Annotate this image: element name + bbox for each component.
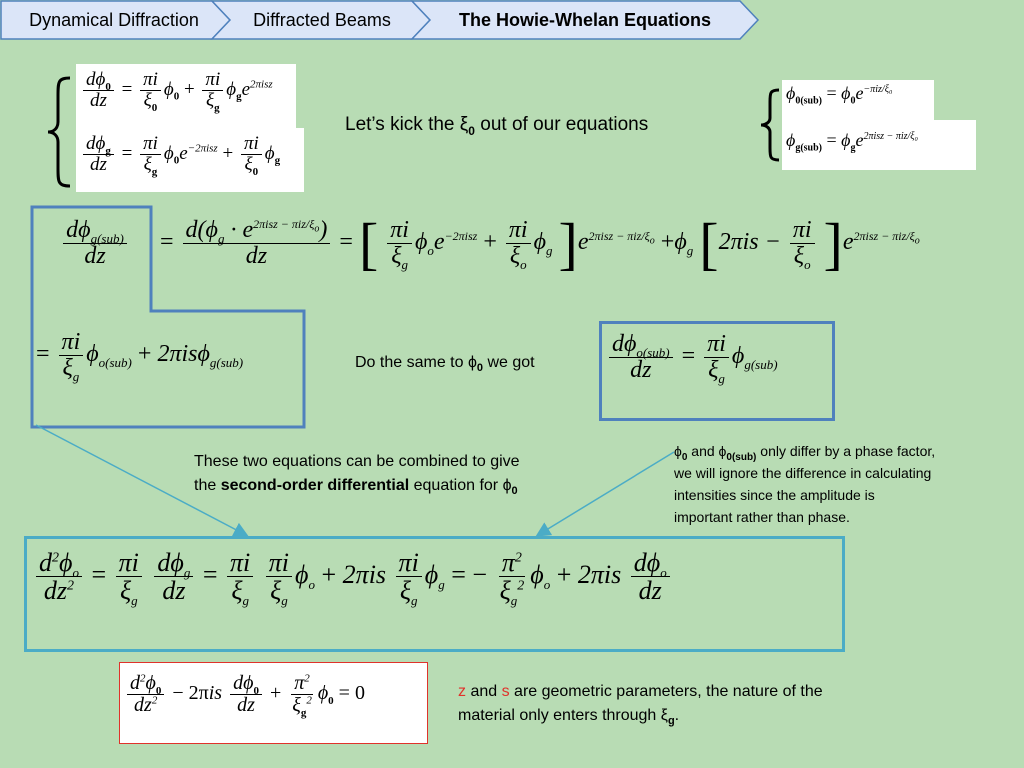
breadcrumb-item-howie-whelan[interactable]: The Howie-Whelan Equations: [458, 10, 711, 30]
final-equation-box: $\frac{d^2\phi_0}{dz^2}$ − 2πis $\frac{d\phi_0}{dz}$ + $\frac{\pi^2}{\xi_g^2}$ $\phi_0 = 0$: [119, 662, 428, 744]
kick-xi-note: Let’s kick the $\xi_0$ out of our equations: [345, 114, 649, 138]
combine-note: These two equations can be combined to give the second-order differential equation for $\phi_0$: [194, 453, 520, 498]
equation-image-dphig: $\frac{d\phi_g}{dz}$ = $\frac{\pi i}{\xi_g}$ $\phi_0e^{-2\pi isz}$ + $\frac{\pi i}{\xi_0}$ $\phi_g$: [76, 128, 304, 192]
phase-factor-note: $\phi_0$ and $\phi_{0(sub)}$ only differ by a phase factor, we will ignore the difference in calculating intensities since the amplitude is important rather than phase.: [674, 443, 936, 525]
derivation-equation-line1: $\frac{d\phi_{g(sub)}}{dz}$ = $\frac{d(\phi_g \cdot e^{2\pi isz - \pi iz/\xi_o})}{dz}$ = [ $\frac{\pi i}{\xi_g}$ $\phi_oe^{-2\pi isz}$ + $\frac{\pi i}{\xi_o}$ $\phi_g$ ]$e^{2\pi isz - \pi iz/\xi_o} +\phi_g$ [2πis − $\frac{\pi i}{\xi_o}$ ]$e^{2\pi isz - \pi iz/\xi_o}$: [36, 210, 986, 320]
do-same-note: Do the same to $\phi_0$ we got: [355, 354, 535, 375]
highlight-box-dphi0-sub: $\frac{d\phi_{o(sub)}}{dz}$ = $\frac{\pi i}{\xi_g}$ $\phi_{g(sub)}$: [599, 321, 835, 421]
equation-image-dphi0: $\frac{d\phi_0}{dz}$ = $\frac{\pi i}{\xi_0}$ $\phi_0$ + $\frac{\pi i}{\xi_g}$ $\phi_ge^{2\pi isz}$: [76, 64, 296, 128]
breadcrumb-item-diffracted-beams[interactable]: Diffracted Beams: [253, 10, 391, 30]
geometric-parameters-note: z and s are geometric parameters, the nature of the material only enters through $\xi_g$.: [458, 683, 823, 728]
equation-image-phig-sub: $\phi_{g(sub)} = \phi_ge^{2\pi isz - \pi iz/\xi_0}$: [782, 120, 976, 170]
breadcrumb-item-dynamical-diffraction[interactable]: Dynamical Diffraction: [29, 10, 199, 30]
second-order-equation-box: $\frac{d^2\phi_o}{dz^2}$ = $\frac{\pi i}{\xi_g}$ $\frac{d\phi_g}{dz}$ = $\frac{\pi i}{\xi_g}$ $\frac{\pi i}{\xi_g}$ $\phi_o + 2\pi is$ $\frac{\pi i}{\xi_g}$ $\phi_g$ = − $\frac{\pi^2}{\xi_g^2}$ $\phi_o + 2\pi is$ $\frac{d\phi_o}{dz}$: [24, 536, 845, 652]
derivation-equation-line2: = $\frac{\pi i}{\xi_g}$ $\phi_{o(sub)} + 2\pi is\phi_{g(sub)}$: [36, 329, 244, 384]
equation-image-phi0-sub: $\phi_{0(sub)} = \phi_0e^{-\pi iz/\xi_0}$: [782, 80, 934, 120]
